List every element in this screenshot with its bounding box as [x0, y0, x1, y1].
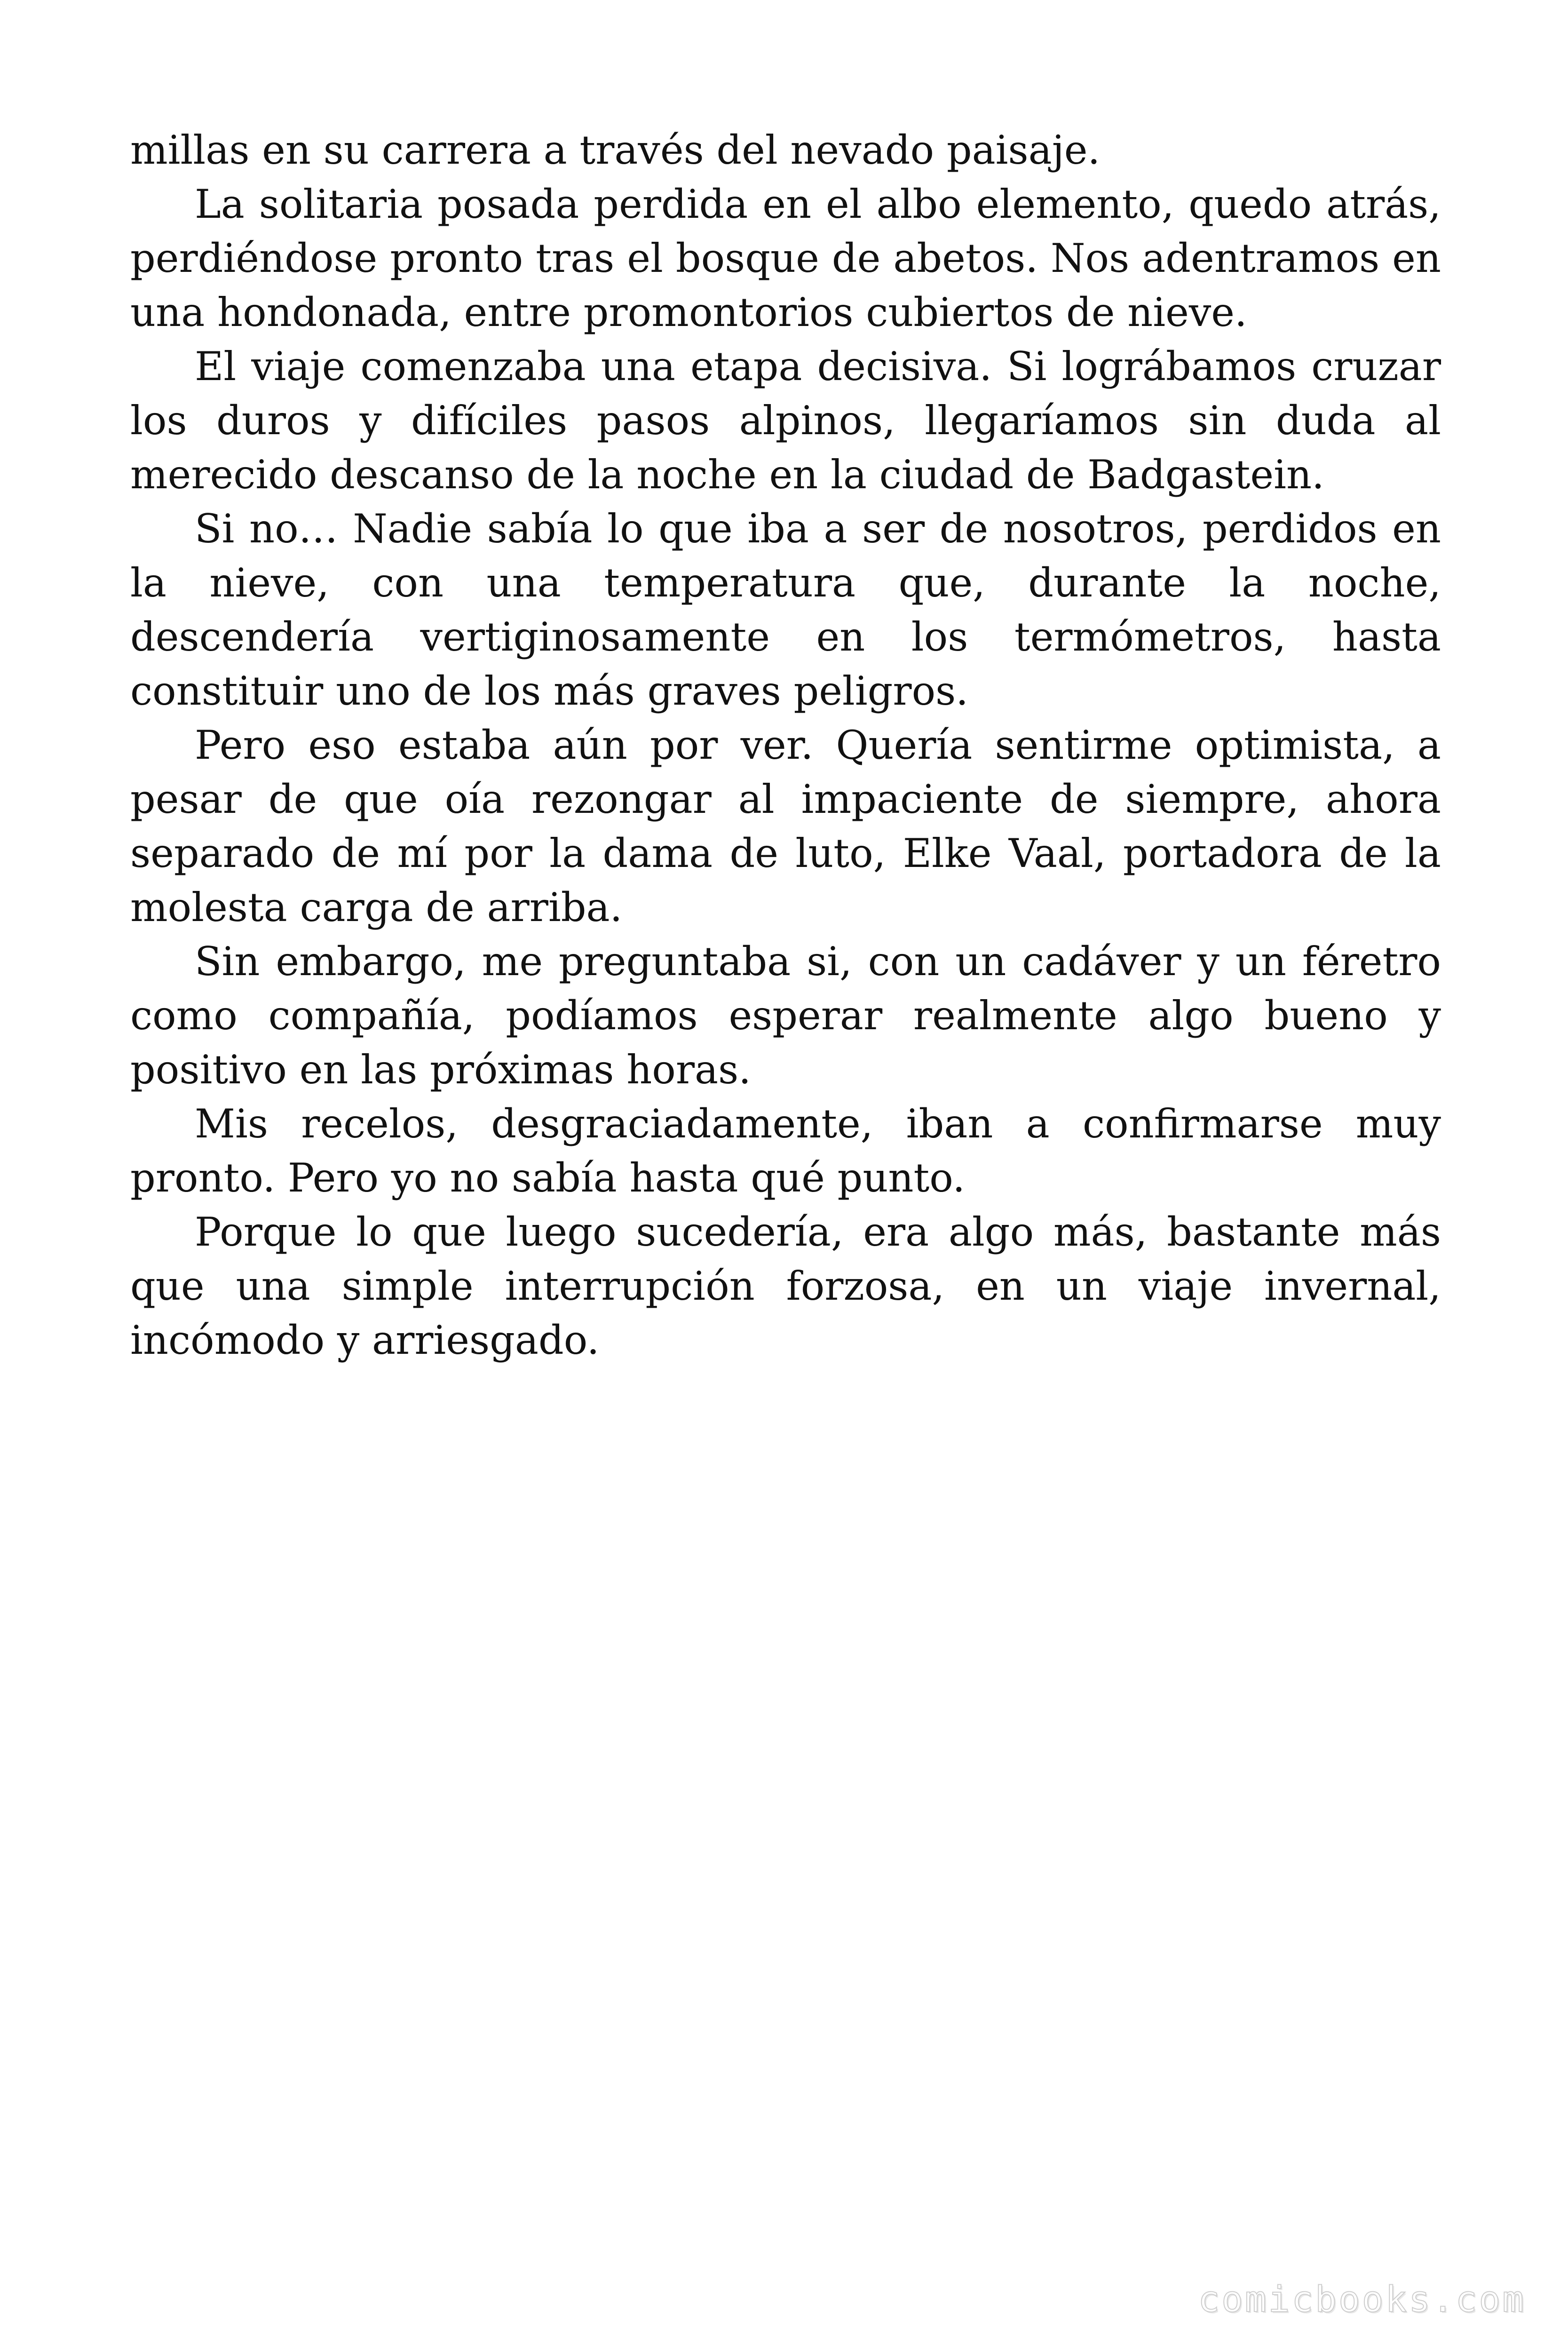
body-text	[130, 123, 1441, 1367]
paragraph-6: Sin embargo, me preguntaba si, con un cadáver y un féretro como compañía, podíamos esperar realmente algo bueno y positivo en las próximas horas.	[130, 938, 1441, 1093]
paragraph-3: El viaje comenzaba una etapa decisiva. Si lográbamos cruzar los duros y difíciles pasos alpinos, llegaríamos sin duda al merecido descanso de la noche en la ciudad de Badgastein.	[130, 343, 1441, 498]
watermark-text: comicbooks.com	[1198, 2278, 1526, 2320]
paragraph-8: Porque lo que luego sucedería, era algo más, bastante más que una simple interrupción forzosa, en un viaje invernal, incómodo y arriesgado.	[130, 1209, 1441, 1363]
paragraph-7: Mis recelos, desgraciadamente, iban a confirmarse muy pronto. Pero yo no sabía hasta qué punto.	[130, 1101, 1441, 1201]
paragraph-5: Pero eso estaba aún por ver. Quería sentirme optimista, a pesar de que oía rezongar al impaciente de siempre, ahora separado de mí por la dama de luto, Elke Vaal, portadora de la molesta carga de arriba.	[130, 722, 1441, 930]
paragraph-2: La solitaria posada perdida en el albo elemento, quedo atrás, perdiéndose pronto tras el bosque de abetos. Nos adentramos en una hondonada, entre promontorios cubiertos de nieve.	[130, 181, 1441, 335]
paragraph-1: millas en su carrera a través del nevado paisaje.	[130, 127, 1101, 173]
paragraph-4: Si no… Nadie sabía lo que iba a ser de nosotros, perdidos en la nieve, con una temperatura que, durante la noche, descendería vertiginosamente en los termómetros, hasta constituir uno de los más graves peligros.	[130, 506, 1441, 714]
